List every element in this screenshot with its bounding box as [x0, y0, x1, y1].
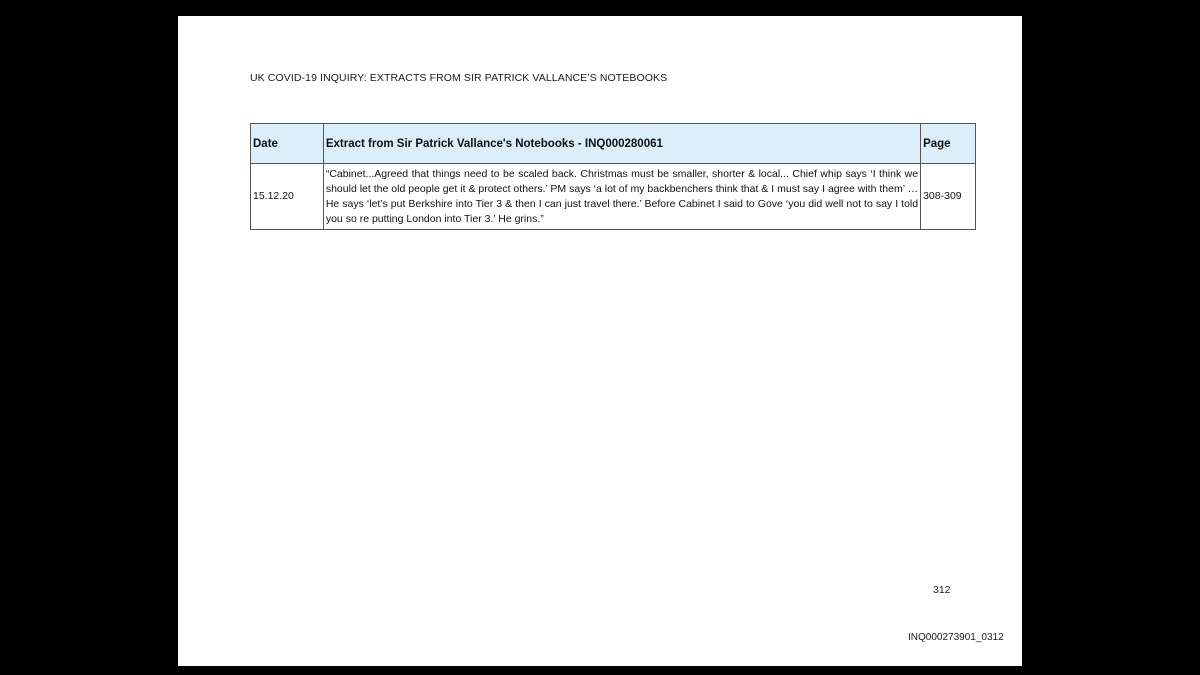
column-header-date: Date	[251, 124, 324, 164]
page-number: 312	[933, 584, 951, 596]
table-header-row	[251, 124, 976, 164]
table-row	[251, 164, 976, 230]
cell-date: 15.12.20	[251, 164, 324, 230]
document-header: UK COVID-19 INQUIRY: EXTRACTS FROM SIR PATRICK VALLANCE’S NOTEBOOKS	[250, 72, 668, 84]
cell-extract: “Cabinet...Agreed that things need to be scaled back. Christmas must be smaller, shorter & local... Chief whip says ‘I think we should let the old people get it & protect others.’ PM says ‘a lot of my backbenchers think that & I must say I agree with them’ … He says ‘let’s put Berkshire into Tier 3 & then I can just travel there.’ Before Cabinet I said to Gove ‘you did well not to say I told you so re putting London into Tier 3.’ He grins.”	[323, 164, 920, 230]
extracts-table	[250, 123, 976, 230]
document-page	[178, 16, 1022, 666]
column-header-extract: Extract from Sir Patrick Vallance's Notebooks - INQ000280061	[323, 124, 920, 164]
cell-page: 308-309	[921, 164, 976, 230]
document-reference: INQ000273901_0312	[908, 632, 1004, 643]
column-header-page: Page	[921, 124, 976, 164]
